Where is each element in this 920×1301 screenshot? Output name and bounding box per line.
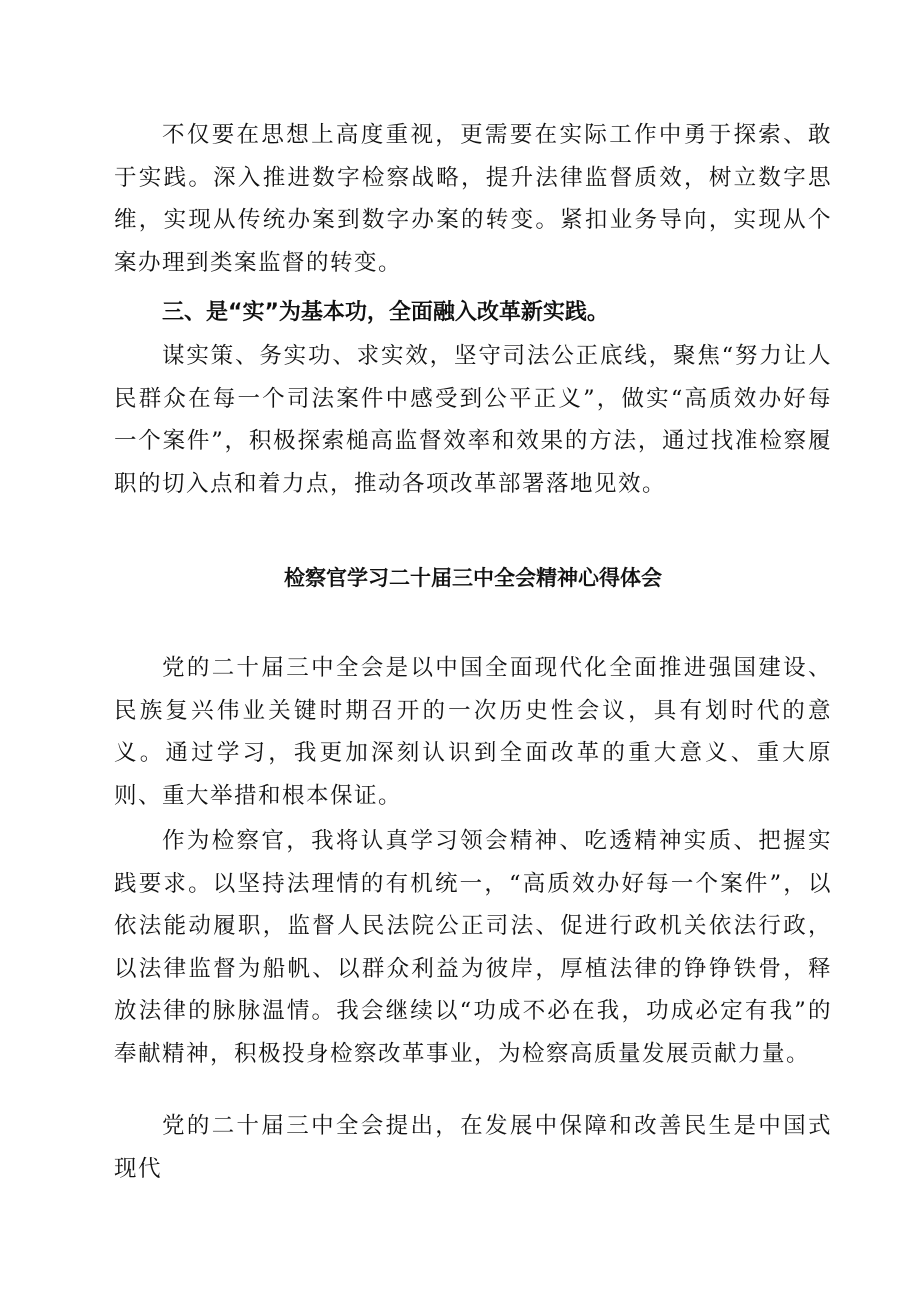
body-paragraph-reform-practice: 谋实策、务实功、求实效，坚守司法公正底线，聚焦“努力让人民群众在每一个司法案件中感受到公平正义”，做实“高质效办好每一个案件”，积极探索槌高监督效率和效果的方法，通过找准检察履职的切入点和着力点，推动各项改革部署落地见效。 — [114, 343, 832, 497]
body-paragraph-plenum-significance: 党的二十届三中全会是以中国全面现代化全面推进强国建设、民族复兴伟业关键时期召开的一次历史性会议，具有划时代的意义。通过学习，我更加深刻认识到全面改革的重大意义、重大原则、重大举措和根本保证。 — [114, 655, 832, 809]
body-paragraph-livelihood: 党的二十届三中全会提出，在发展中保障和改善民生是中国式现代 — [114, 1113, 832, 1182]
body-paragraph-prosecutor-commitment: 作为检察官，我将认真学习领会精神、吃透精神实质、把握实践要求。以坚持法理情的有机统一，“高质效办好每一个案件”，以依法能动履职，监督人民法院公正司法、促进行政机关依法行政，以法律监督为船帆、以群众利益为彼岸，厚植法律的铮铮铁骨，释放法律的脉脉温情。我会继续以“功成不必在我，功成必定有我”的奉献精神，积极投身检察改革事业，为检察高质量发展贡献力量。 — [114, 828, 832, 1067]
section-heading-three: 三、是“实”为基本功，全面融入改革新实践。 — [162, 300, 609, 325]
essay-title: 检察官学习二十届三中全会精神心得体会 — [284, 566, 662, 590]
body-paragraph-practice: 不仅要在思想上高度重视，更需要在实际工作中勇于探索、敢于实践。深入推进数字检察战略，提升法律监督质效，树立数字思维，实现从传统办案到数字办案的转变。紧扣业务导向，实现从个案办理到类案监督的转变。 — [114, 122, 832, 276]
